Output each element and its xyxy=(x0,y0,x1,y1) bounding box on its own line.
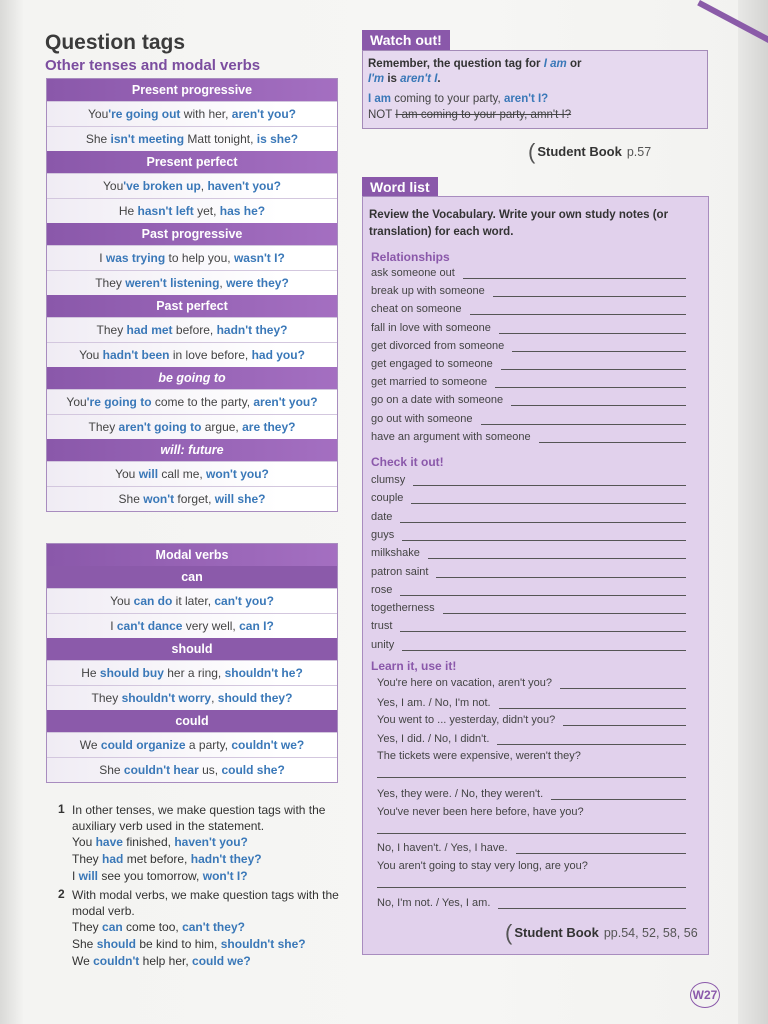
page-number: W27 xyxy=(690,982,720,1008)
tense-heading: Past progressive xyxy=(47,223,337,245)
question-tag: hadn't they? xyxy=(216,323,288,337)
watch-out-tab: Watch out! xyxy=(362,30,450,50)
word-text: No, I haven't. / Yes, I have. xyxy=(377,842,508,854)
verb-phrase: couldn't hear xyxy=(123,763,199,777)
word-list-item xyxy=(371,602,686,614)
sentence-text: I xyxy=(99,251,106,265)
word-text: go out with someone xyxy=(371,412,473,425)
word-list-item xyxy=(371,492,686,504)
word-text: milkshake xyxy=(371,547,420,560)
sentence-text: You xyxy=(88,107,109,121)
word-text: cheat on someone xyxy=(371,303,462,316)
sentence-text: it later, xyxy=(172,594,215,608)
verb-phrase: 're going to xyxy=(86,395,152,409)
verb-phrase: should xyxy=(96,937,137,951)
sentence-text: , xyxy=(200,179,208,193)
book-spine xyxy=(738,0,768,1024)
word-text: rose xyxy=(371,583,393,596)
example-row xyxy=(47,317,337,342)
word-text: clumsy xyxy=(371,474,406,486)
watch-out-examples: I am coming to your party, aren't I? NOT I am coming to your party, amn't I? xyxy=(368,93,572,121)
verb-phrase: could organize xyxy=(100,738,186,752)
writing-line xyxy=(539,432,686,443)
note-example xyxy=(72,919,358,936)
word-text: Yes, I am. / No, I'm not. xyxy=(377,697,491,709)
word-list-section-heading: Check it out! xyxy=(371,455,444,469)
word-text: guys xyxy=(371,528,395,541)
note-example xyxy=(72,868,358,885)
word-text: You're here on vacation, aren't you? xyxy=(377,677,553,689)
question-tag: are they? xyxy=(242,420,296,434)
word-list-item xyxy=(371,529,686,541)
question-tag: could she? xyxy=(221,763,285,777)
verb-phrase: have xyxy=(95,835,123,849)
word-list-intro: Review the Vocabulary. Write your own study notes (or translation) for each word. xyxy=(369,209,669,238)
word-list-item xyxy=(371,358,686,370)
question-tag: had you? xyxy=(251,348,305,362)
writing-line xyxy=(402,530,686,541)
word-text: get divorced from someone xyxy=(371,339,505,352)
tense-heading: Present perfect xyxy=(47,151,337,173)
sentence-text: You xyxy=(103,179,124,193)
question-tag: has he? xyxy=(219,204,266,218)
writing-line xyxy=(428,548,686,559)
writing-line xyxy=(499,323,686,334)
sentence-text: yet, xyxy=(193,204,220,218)
modal-verbs-heading: Modal verbs xyxy=(47,544,337,566)
sentence-text: We xyxy=(79,738,101,752)
writing-line xyxy=(377,833,686,834)
writing-line xyxy=(499,698,686,709)
page-subtitle: Other tenses and modal verbs xyxy=(45,57,261,74)
sentence-text: They xyxy=(95,276,126,290)
example-row xyxy=(47,588,337,613)
verb-phrase: was trying xyxy=(105,251,166,265)
verb-phrase: can't dance xyxy=(116,619,183,633)
writing-line xyxy=(436,567,686,578)
modal-verbs-table xyxy=(46,543,338,783)
note-item xyxy=(58,887,358,970)
question-tag: is she? xyxy=(256,132,299,146)
watch-out-rule: Remember, the question tag for I am or I'm is aren't I. xyxy=(368,58,582,85)
question-tag: shouldn't she? xyxy=(220,937,306,951)
sentence-text: come to the party, xyxy=(151,395,254,409)
word-list-item xyxy=(377,750,581,762)
word-list-item xyxy=(371,267,686,279)
writing-line xyxy=(402,640,686,651)
example-row xyxy=(47,414,337,439)
verb-phrase: 've broken up xyxy=(123,179,201,193)
sentence-text: in love before, xyxy=(169,348,252,362)
writing-line xyxy=(400,512,686,523)
sentence-text: come too, xyxy=(122,920,183,934)
example-row xyxy=(47,101,337,126)
word-list-item xyxy=(377,733,686,745)
word-text: You've never been here before, have you? xyxy=(377,806,584,818)
writing-line xyxy=(400,621,686,632)
example-row xyxy=(47,613,337,638)
word-list-item xyxy=(377,714,686,726)
word-list-tab: Word list xyxy=(362,177,438,197)
sentence-text: us, xyxy=(198,763,222,777)
writing-line xyxy=(560,678,686,689)
modal-heading: can xyxy=(47,566,337,588)
word-text: fall in love with someone xyxy=(371,321,491,334)
question-tag: aren't you? xyxy=(253,395,318,409)
verb-phrase: will xyxy=(78,869,99,883)
example-row xyxy=(47,660,337,685)
word-list-item xyxy=(371,584,686,596)
sentence-text: call me, xyxy=(158,467,207,481)
writing-line xyxy=(470,304,686,315)
tense-heading: Past perfect xyxy=(47,295,337,317)
word-text: ask someone out xyxy=(371,267,455,279)
sentence-text: They xyxy=(72,852,103,866)
example-row xyxy=(47,486,337,511)
watch-out-box xyxy=(362,50,708,129)
word-text: No, I'm not. / Yes, I am. xyxy=(377,897,491,909)
sentence-text: I xyxy=(72,869,79,883)
sentence-text: Matt tonight, xyxy=(184,132,257,146)
word-list-item xyxy=(371,474,686,486)
writing-line xyxy=(497,734,686,745)
question-tag: haven't you? xyxy=(174,835,248,849)
sentence-text: They xyxy=(72,920,103,934)
verb-phrase: weren't listening xyxy=(125,276,220,290)
sentence-text: He xyxy=(81,666,100,680)
note-number: 1 xyxy=(58,802,65,816)
writing-line xyxy=(411,493,686,504)
writing-line xyxy=(413,475,686,486)
modal-heading: should xyxy=(47,638,337,660)
sentence-text: with her, xyxy=(180,107,232,121)
sentence-text: She xyxy=(118,492,144,506)
sentence-text: help her, xyxy=(139,954,193,968)
word-list-item xyxy=(371,639,686,651)
question-tag: won't I? xyxy=(202,869,248,883)
student-book-reference-top: ( Student Book p.57 xyxy=(528,139,652,164)
sentence-text: , xyxy=(211,691,218,705)
question-tag: wasn't I? xyxy=(233,251,285,265)
question-tag: can't you? xyxy=(214,594,274,608)
verb-phrase: won't xyxy=(143,492,175,506)
sentence-text: finished, xyxy=(122,835,175,849)
word-text: togetherness xyxy=(371,602,435,615)
sentence-text: to help you, xyxy=(165,251,234,265)
example-row xyxy=(47,126,337,151)
word-list-box xyxy=(362,196,709,955)
word-list-section-heading: Relationships xyxy=(371,250,450,264)
question-tag: haven't you? xyxy=(207,179,281,193)
writing-line xyxy=(501,359,686,370)
word-text: date xyxy=(371,510,393,523)
word-list-item xyxy=(371,566,686,578)
note-item xyxy=(58,802,358,885)
writing-line xyxy=(400,585,686,596)
note-example xyxy=(72,834,358,851)
note-rule: In other tenses, we make question tags with the auxiliary verb used in the statement. xyxy=(72,803,326,833)
question-tag: shouldn't he? xyxy=(224,666,303,680)
word-list-item xyxy=(377,842,686,854)
question-tag: aren't you? xyxy=(231,107,296,121)
sentence-text: She xyxy=(99,763,124,777)
tenses-table xyxy=(46,78,338,512)
verb-phrase: aren't going to xyxy=(118,420,202,434)
sentence-text: They xyxy=(91,691,122,705)
question-tag: will she? xyxy=(214,492,266,506)
word-text: go on a date with someone xyxy=(371,394,504,407)
word-list-item xyxy=(377,897,686,909)
word-text: couple xyxy=(371,492,404,505)
sentence-text: You xyxy=(79,348,103,362)
word-list-item xyxy=(371,547,686,559)
verb-phrase: isn't meeting xyxy=(110,132,185,146)
verb-phrase: will xyxy=(138,467,159,481)
word-list-item xyxy=(371,394,686,406)
note-example xyxy=(72,936,358,953)
sentence-text: be kind to him, xyxy=(136,937,221,951)
grammar-notes xyxy=(58,802,358,972)
word-text: patron saint xyxy=(371,565,429,578)
example-row xyxy=(47,389,337,414)
example-row xyxy=(47,757,337,782)
word-list-item xyxy=(377,697,686,709)
word-text: get engaged to someone xyxy=(371,358,493,370)
writing-line xyxy=(516,843,686,854)
verb-phrase: 're going out xyxy=(108,107,181,121)
example-row xyxy=(47,342,337,367)
word-text: break up with someone xyxy=(371,285,485,298)
verb-phrase: can do xyxy=(133,594,173,608)
sentence-text: see you tomorrow, xyxy=(98,869,203,883)
sentence-text: She xyxy=(85,132,111,146)
verb-phrase: had xyxy=(102,852,124,866)
word-list-item xyxy=(377,677,686,689)
sentence-text: argue, xyxy=(201,420,243,434)
sentence-text: , xyxy=(219,276,227,290)
sentence-text: forget, xyxy=(174,492,215,506)
writing-line xyxy=(498,898,686,909)
word-list-item xyxy=(371,511,686,523)
verb-phrase: should buy xyxy=(99,666,164,680)
word-list-item xyxy=(371,303,686,315)
word-text: You went to ... yesterday, didn't you? xyxy=(377,714,556,726)
sentence-text: You xyxy=(110,594,134,608)
page-title: Question tags xyxy=(45,31,186,54)
example-row xyxy=(47,270,337,295)
word-list-item xyxy=(371,376,686,388)
word-list-item xyxy=(371,340,686,352)
sentence-text: her a ring, xyxy=(163,666,225,680)
sentence-text: We xyxy=(72,954,94,968)
sentence-text: a party, xyxy=(185,738,232,752)
note-example xyxy=(72,953,358,970)
note-number: 2 xyxy=(58,887,65,901)
word-text: You aren't going to stay very long, are you? xyxy=(377,860,588,872)
example-row xyxy=(47,732,337,757)
writing-line xyxy=(463,268,686,279)
word-list-item xyxy=(377,806,584,818)
note-rule: With modal verbs, we make question tags with the modal verb. xyxy=(72,888,339,918)
verb-phrase: hasn't left xyxy=(137,204,194,218)
verb-phrase: shouldn't worry xyxy=(121,691,212,705)
example-row xyxy=(47,173,337,198)
sentence-text: very well, xyxy=(182,619,240,633)
tense-heading: Present progressive xyxy=(47,79,337,101)
writing-line xyxy=(563,715,686,726)
example-row xyxy=(47,198,337,223)
word-list-item xyxy=(371,431,686,443)
writing-line xyxy=(493,286,686,297)
sentence-text: She xyxy=(72,937,97,951)
question-tag: hadn't they? xyxy=(190,852,262,866)
verb-phrase: hadn't been xyxy=(102,348,170,362)
sentence-text: They xyxy=(96,323,127,337)
verb-phrase: couldn't xyxy=(93,954,140,968)
writing-line xyxy=(377,887,686,888)
tense-heading: will: future xyxy=(47,439,337,461)
sentence-text: before, xyxy=(172,323,217,337)
writing-line xyxy=(481,414,686,425)
sentence-text: You xyxy=(72,835,96,849)
sentence-text: You xyxy=(115,467,139,481)
question-tag: were they? xyxy=(226,276,289,290)
word-text: Yes, I did. / No, I didn't. xyxy=(377,733,490,745)
writing-line xyxy=(512,341,686,352)
word-text: The tickets were expensive, weren't they? xyxy=(377,750,581,762)
tense-heading: be going to xyxy=(47,367,337,389)
sentence-text: They xyxy=(88,420,119,434)
question-tag: could we? xyxy=(192,954,251,968)
modal-heading: could xyxy=(47,710,337,732)
question-tag: won't you? xyxy=(206,467,269,481)
word-text: get married to someone xyxy=(371,376,488,389)
word-list-item xyxy=(371,322,686,334)
word-text: unity xyxy=(371,638,395,651)
example-row xyxy=(47,461,337,486)
word-list-item xyxy=(377,788,686,800)
word-list-item xyxy=(371,620,686,632)
example-row xyxy=(47,245,337,270)
writing-line xyxy=(551,789,686,800)
note-example xyxy=(72,851,358,868)
word-text: Yes, they were. / No, they weren't. xyxy=(377,788,544,800)
word-list-item xyxy=(377,860,588,872)
writing-line xyxy=(511,395,686,406)
writing-line xyxy=(443,603,686,614)
question-tag: couldn't we? xyxy=(231,738,305,752)
sentence-text: met before, xyxy=(123,852,191,866)
sentence-text: He xyxy=(118,204,138,218)
word-text: have an argument with someone xyxy=(371,430,531,443)
verb-phrase: had met xyxy=(126,323,173,337)
writing-line xyxy=(495,377,686,388)
word-list-item xyxy=(371,413,686,425)
question-tag: can I? xyxy=(239,619,274,633)
question-tag: should they? xyxy=(217,691,293,705)
word-text: trust xyxy=(371,620,393,633)
verb-phrase: can xyxy=(102,920,123,934)
sentence-text: I xyxy=(110,619,117,633)
word-list-item xyxy=(371,285,686,297)
example-row xyxy=(47,685,337,710)
student-book-reference-bottom: ( Student Book pp.54, 52, 58, 56 xyxy=(505,920,698,945)
sentence-text: You xyxy=(66,395,87,409)
question-tag: can't they? xyxy=(182,920,245,934)
word-list-section-heading: Learn it, use it! xyxy=(371,659,457,673)
writing-line xyxy=(377,777,686,778)
